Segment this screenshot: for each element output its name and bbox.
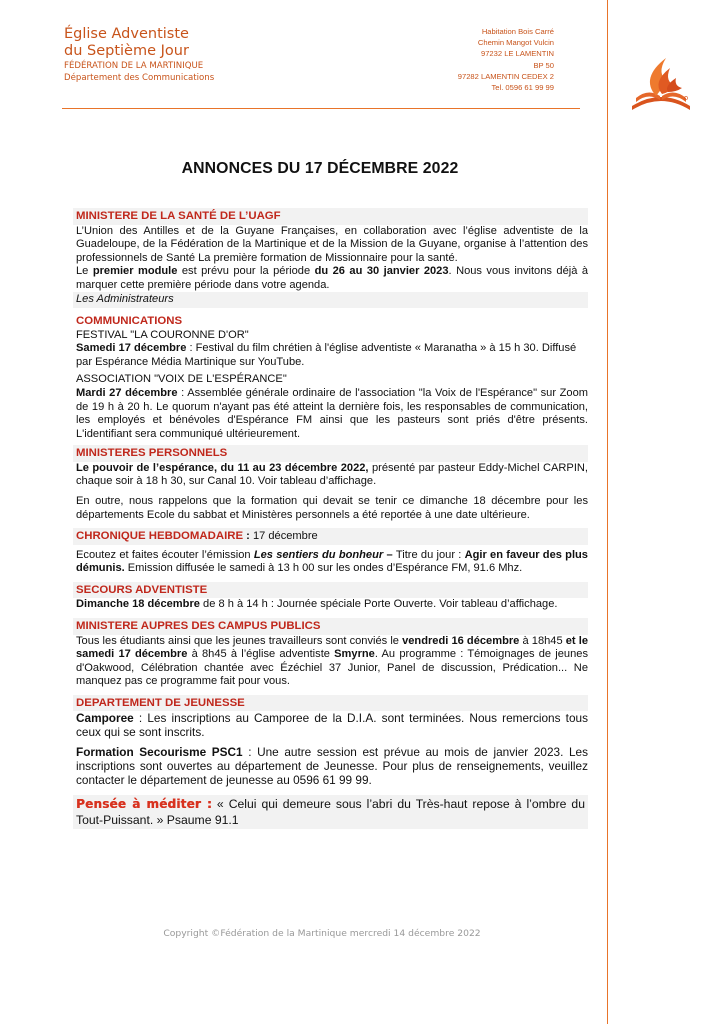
association-text: Mardi 27 décembre : Assemblée générale ordinaire de l'association "la Voix de l'Espérance" sur Zoom de 19 h à 20 h. Le quorum n'ayant pas été atteint la dernière fois, les responsables de communication, les employés et bénévoles d'Espérance FM ainsi que les pasteurs sont priés d'être présents. L'identifiant sera communiqué ultérieurement.: [76, 386, 588, 440]
address-block: [458, 26, 554, 93]
campus-text: Tous les étudiants ainsi que les jeunes travailleurs sont conviés le vendredi 16 décembre à 18h45 et le samedi 17 décembre à 8h45 à l’église adventiste Smyrne. Au programme : Témoignages de jeunes d'Oakwood, Célébration chantée avec Ézéchiel 37 Junior, Panel de discussion, Prédication... Ne manquez pas ce programme fait pour vous.: [76, 634, 588, 688]
section-heading-jeunesse: DEPARTEMENT DE JEUNESSE: [73, 695, 588, 712]
address-line: Tel. 0596 61 99 99: [491, 83, 554, 93]
chronique-text: Ecoutez et faites écouter l’émission Les sentiers du bonheur – Titre du jour : Agir en faveur des plus démunis. Emission diffusée le samedi à 13 h 00 sur les ondes d’Espérance FM, 91.6 Mhz.: [76, 548, 588, 575]
section-heading-secours: SECOURS ADVENTISTE: [73, 582, 588, 599]
organization-header: [64, 26, 214, 84]
address-line: 97232 LE LAMENTIN: [480, 49, 554, 59]
chronique-heading-row: CHRONIQUE HEBDOMADAIRE : 17 décembre: [73, 528, 588, 545]
section-heading-campus: MINISTERE AUPRES DES CAMPUS PUBLICS: [73, 618, 588, 635]
announcements: [76, 208, 588, 829]
page-title: ANNONCES DU 17 DÉCEMBRE 2022: [181, 160, 459, 177]
festival-text: Samedi 17 décembre : Festival du film chrétien à l'église adventiste « Maranatha » à 15 h 30. Diffusé par Espérance Média Martinique sur YouTube.: [76, 342, 577, 368]
association-title: ASSOCIATION "VOIX DE L'ESPÉRANCE": [76, 373, 287, 386]
org-name-line1: Église Adventiste: [64, 26, 189, 42]
department-name: Département des Communications: [64, 73, 215, 83]
header-rule: [62, 108, 580, 109]
section-heading-sante: MINISTERE DE LA SANTÉ DE L’UAGF: [73, 208, 588, 225]
thought-of-the-day: Pensée à méditer : « Celui qui demeure sous l’abri du Très-haut repose à l’ombre du Tout-Puissant. » Psaume 91.1: [73, 795, 588, 829]
address-line: Chemin Mangot Vulcin: [477, 38, 554, 48]
section-heading-chronique: CHRONIQUE HEBDOMADAIRE: [76, 530, 244, 543]
org-name-line2: du Septième Jour: [64, 43, 189, 59]
festival-title: FESTIVAL "LA COURONNE D'OR": [76, 328, 249, 341]
address-line: Habitation Bois Carré: [481, 27, 554, 36]
sante-module-paragraph: Le premier module est prévu pour la période du 26 au 30 janvier 2023. Nous vous invitons déjà à marquer cette première période dans votre agenda.: [76, 265, 589, 291]
address-line: 97282 LAMENTIN CEDEX 2: [457, 71, 554, 81]
personnels-reminder: En outre, nous rappelons que la formation qui devait se tenir ce dimanche 18 décembre pour les départements Ecole du sabbat et Ministères personnels a été reportée à une date ultérieure.: [76, 495, 588, 521]
adventist-flame-book-icon: [626, 52, 696, 112]
secours-text: Dimanche 18 décembre de 8 h à 14 h : Journée spéciale Porte Ouverte. Voir tableau d’affichage.: [76, 598, 558, 611]
section-heading-personnels: MINISTERES PERSONNELS: [73, 445, 588, 462]
vertical-rule: [607, 0, 608, 1024]
sante-paragraph: L’Union des Antilles et de la Guyane Françaises, en collaboration avec l’église adventiste de la Guadeloupe, de la Fédération de la Martinique et de la Mission de la Guyane, organise à l’attention des professionnels de Santé La première formation de Missionnaire pour la santé.: [76, 224, 588, 264]
camporee-text: Camporee : Les inscriptions au Camporee de la D.I.A. sont terminées. Nous remercions tous ceux qui se sont inscrits.: [76, 711, 588, 740]
thought-label: Pensée à méditer :: [76, 797, 212, 812]
sante-signature: Les Administrateurs: [73, 292, 588, 308]
psc1-text: Formation Secourisme PSC1 : Une autre session est prévue au mois de janvier 2023. Les inscriptions sont ouvertes au département de Jeunesse. Pour plus de renseignements, veuillez contacter le département de jeunesse au 0596 61 99 99.: [76, 745, 588, 788]
address-line: BP 50: [533, 60, 554, 70]
federation-name: FÉDÉRATION DE LA MARTINIQUE: [64, 61, 204, 71]
personnels-paragraph: Le pouvoir de l’espérance, du 11 au 23 décembre 2022, présenté par pasteur Eddy-Michel CARPIN, chaque soir à 18 h 30, sur Canal 10. Voir tableau d’affichage.: [76, 461, 588, 488]
section-heading-communications: COMMUNICATIONS: [76, 315, 183, 328]
copyright-footer: Copyright ©Fédération de la Martinique mercredi 14 décembre 2022: [163, 928, 481, 939]
